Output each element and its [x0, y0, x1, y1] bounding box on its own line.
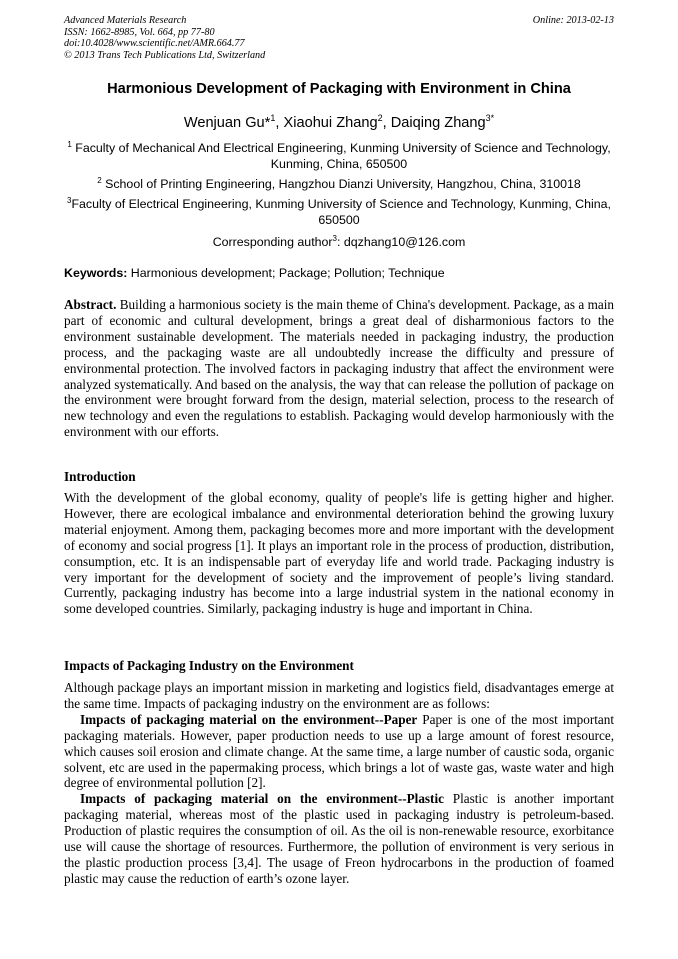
plastic-label: Impacts of packaging material on the environment--Plastic	[80, 791, 444, 807]
paper-label: Impacts of packaging material on the environment--Paper	[80, 711, 418, 727]
journal-name: Advanced Materials Research	[64, 15, 187, 26]
affiliation-2	[64, 173, 614, 193]
online-date: Online: 2013-02-13	[532, 15, 614, 26]
author-3-sup: 3*	[485, 113, 495, 123]
corr-sup: 3	[332, 234, 337, 243]
keywords	[64, 266, 614, 282]
impacts-intro-paragraph: Although package plays an important mission in marketing and logistics field, disadvantages emerge at the same time. Impacts of packaging industry on the environment are as follows:	[64, 680, 614, 711]
corr-label: Corresponding author	[212, 235, 333, 250]
author-2-sup: 2	[377, 113, 383, 123]
affiliation-2-text: School of Printing Engineering, Hangzhou Dianzi University, Hangzhou, China, 310018	[101, 177, 581, 192]
affiliation-1-line2: Kunming, China, 650500	[270, 156, 408, 171]
introduction-paragraph: With the development of the global economy, quality of people's life is getting higher and higher. However, there are ecological imbalance and environmental deterioration behind the growing luxury material enjoyment. Among them, packaging becomes more and more important with the development of economy and social progress [1]. It plays an important role in the process of production, distribution, consumption, etc. It is an indispensable part of everyday life and world trade. Packaging industry is very important for the development of society and the improvement of people’s living standard. Currently, packaging industry has become into a large industrial system in the national economy in some developed countries. Similarly, packaging industry is huge and important in China.	[64, 490, 614, 617]
affiliation-1-line1: Faculty of Mechanical And Electrical Engineering, Kunming University of Science and Technology,	[71, 141, 611, 156]
author-3-name: , Daiqing Zhang	[382, 114, 486, 131]
abstract-text: Building a harmonious society is the main theme of China's development. Package, as a main part of economic and cultural development, brings a great deal of disharmonious factors to the environment sustainable development. The materials needed in packaging industry, the production process, and the packaging waste are all undoubtedly increase the difficulty and pressure of environmental protection. The involved factors in packaging industry that affect the environment were analyzed systematically. And based on the analysis, the way that can release the pollution of package on the environment were brought forward from the design, material selection, process to the research of new technology and even the regulations to establish. Packaging would develop harmoniously with the environment with our efforts.	[64, 297, 614, 440]
affiliation-3-line2: 650500	[318, 212, 360, 227]
impacts-section	[64, 680, 614, 887]
affiliation-1	[64, 137, 614, 172]
doi-line: doi:10.4028/www.scientific.net/AMR.664.77	[64, 38, 245, 49]
introduction-heading: Introduction	[64, 469, 136, 484]
paper-paragraph	[64, 712, 614, 792]
affiliation-3-sup: 3	[67, 196, 72, 205]
keywords-text: Harmonious development; Package; Pollution; Technique	[127, 266, 445, 280]
citation-block	[64, 15, 265, 61]
affiliation-3	[64, 193, 614, 228]
impacts-heading: Impacts of Packaging Industry on the Environment	[64, 658, 354, 673]
paper-title: Harmonious Development of Packaging with Environment in China	[107, 81, 571, 97]
paper-text: Paper is one of the most important packaging materials. However, paper production needs to use up a large amount of forest resource, which causes soil erosion and climate change. At the same time, a large number of caustic soda, organic solvent, etc are used in the papermaking process, which brings a lot of waste gas, waste water and high degree of environmental pollution [2].	[64, 711, 615, 791]
author-2-name: , Xiaohui Zhang	[275, 114, 378, 131]
abstract-label: Abstract.	[64, 297, 117, 312]
corr-email: : dqzhang10@126.com	[337, 235, 466, 250]
journal-header	[64, 15, 614, 61]
plastic-text: Plastic is another important packaging material, whereas most of the plastic used in packaging industry is petroleum-based. Production of plastic requires the consumption of oil. As the oil is non-renewable resource, exorbitance use will cause the shortage of resources. Furthermore, the pollution of environment is very serious in the plastic production process [3,4]. The usage of Freon hydrocarbons in the production of foamed plastic may cause the reduction of earth’s ozone layer.	[64, 791, 614, 886]
author-1-sup: 1	[270, 113, 276, 123]
plastic-paragraph	[64, 791, 614, 886]
affiliation-1-sup: 1	[67, 140, 72, 149]
affiliation-2-sup: 2	[97, 176, 102, 185]
issn-line: ISSN: 1662-8985, Vol. 664, pp 77-80	[64, 26, 215, 38]
copyright-line: © 2013 Trans Tech Publications Ltd, Switzerland	[64, 49, 266, 61]
author-list	[64, 113, 614, 131]
keywords-label: Keywords:	[64, 266, 128, 280]
corresponding-author	[64, 231, 614, 251]
affiliation-3-line1: Faculty of Electrical Engineering, Kunming University of Science and Technology, Kunming, China,	[71, 197, 611, 212]
author-1-name: Wenjuan Gu*	[183, 114, 271, 131]
abstract	[64, 297, 614, 440]
